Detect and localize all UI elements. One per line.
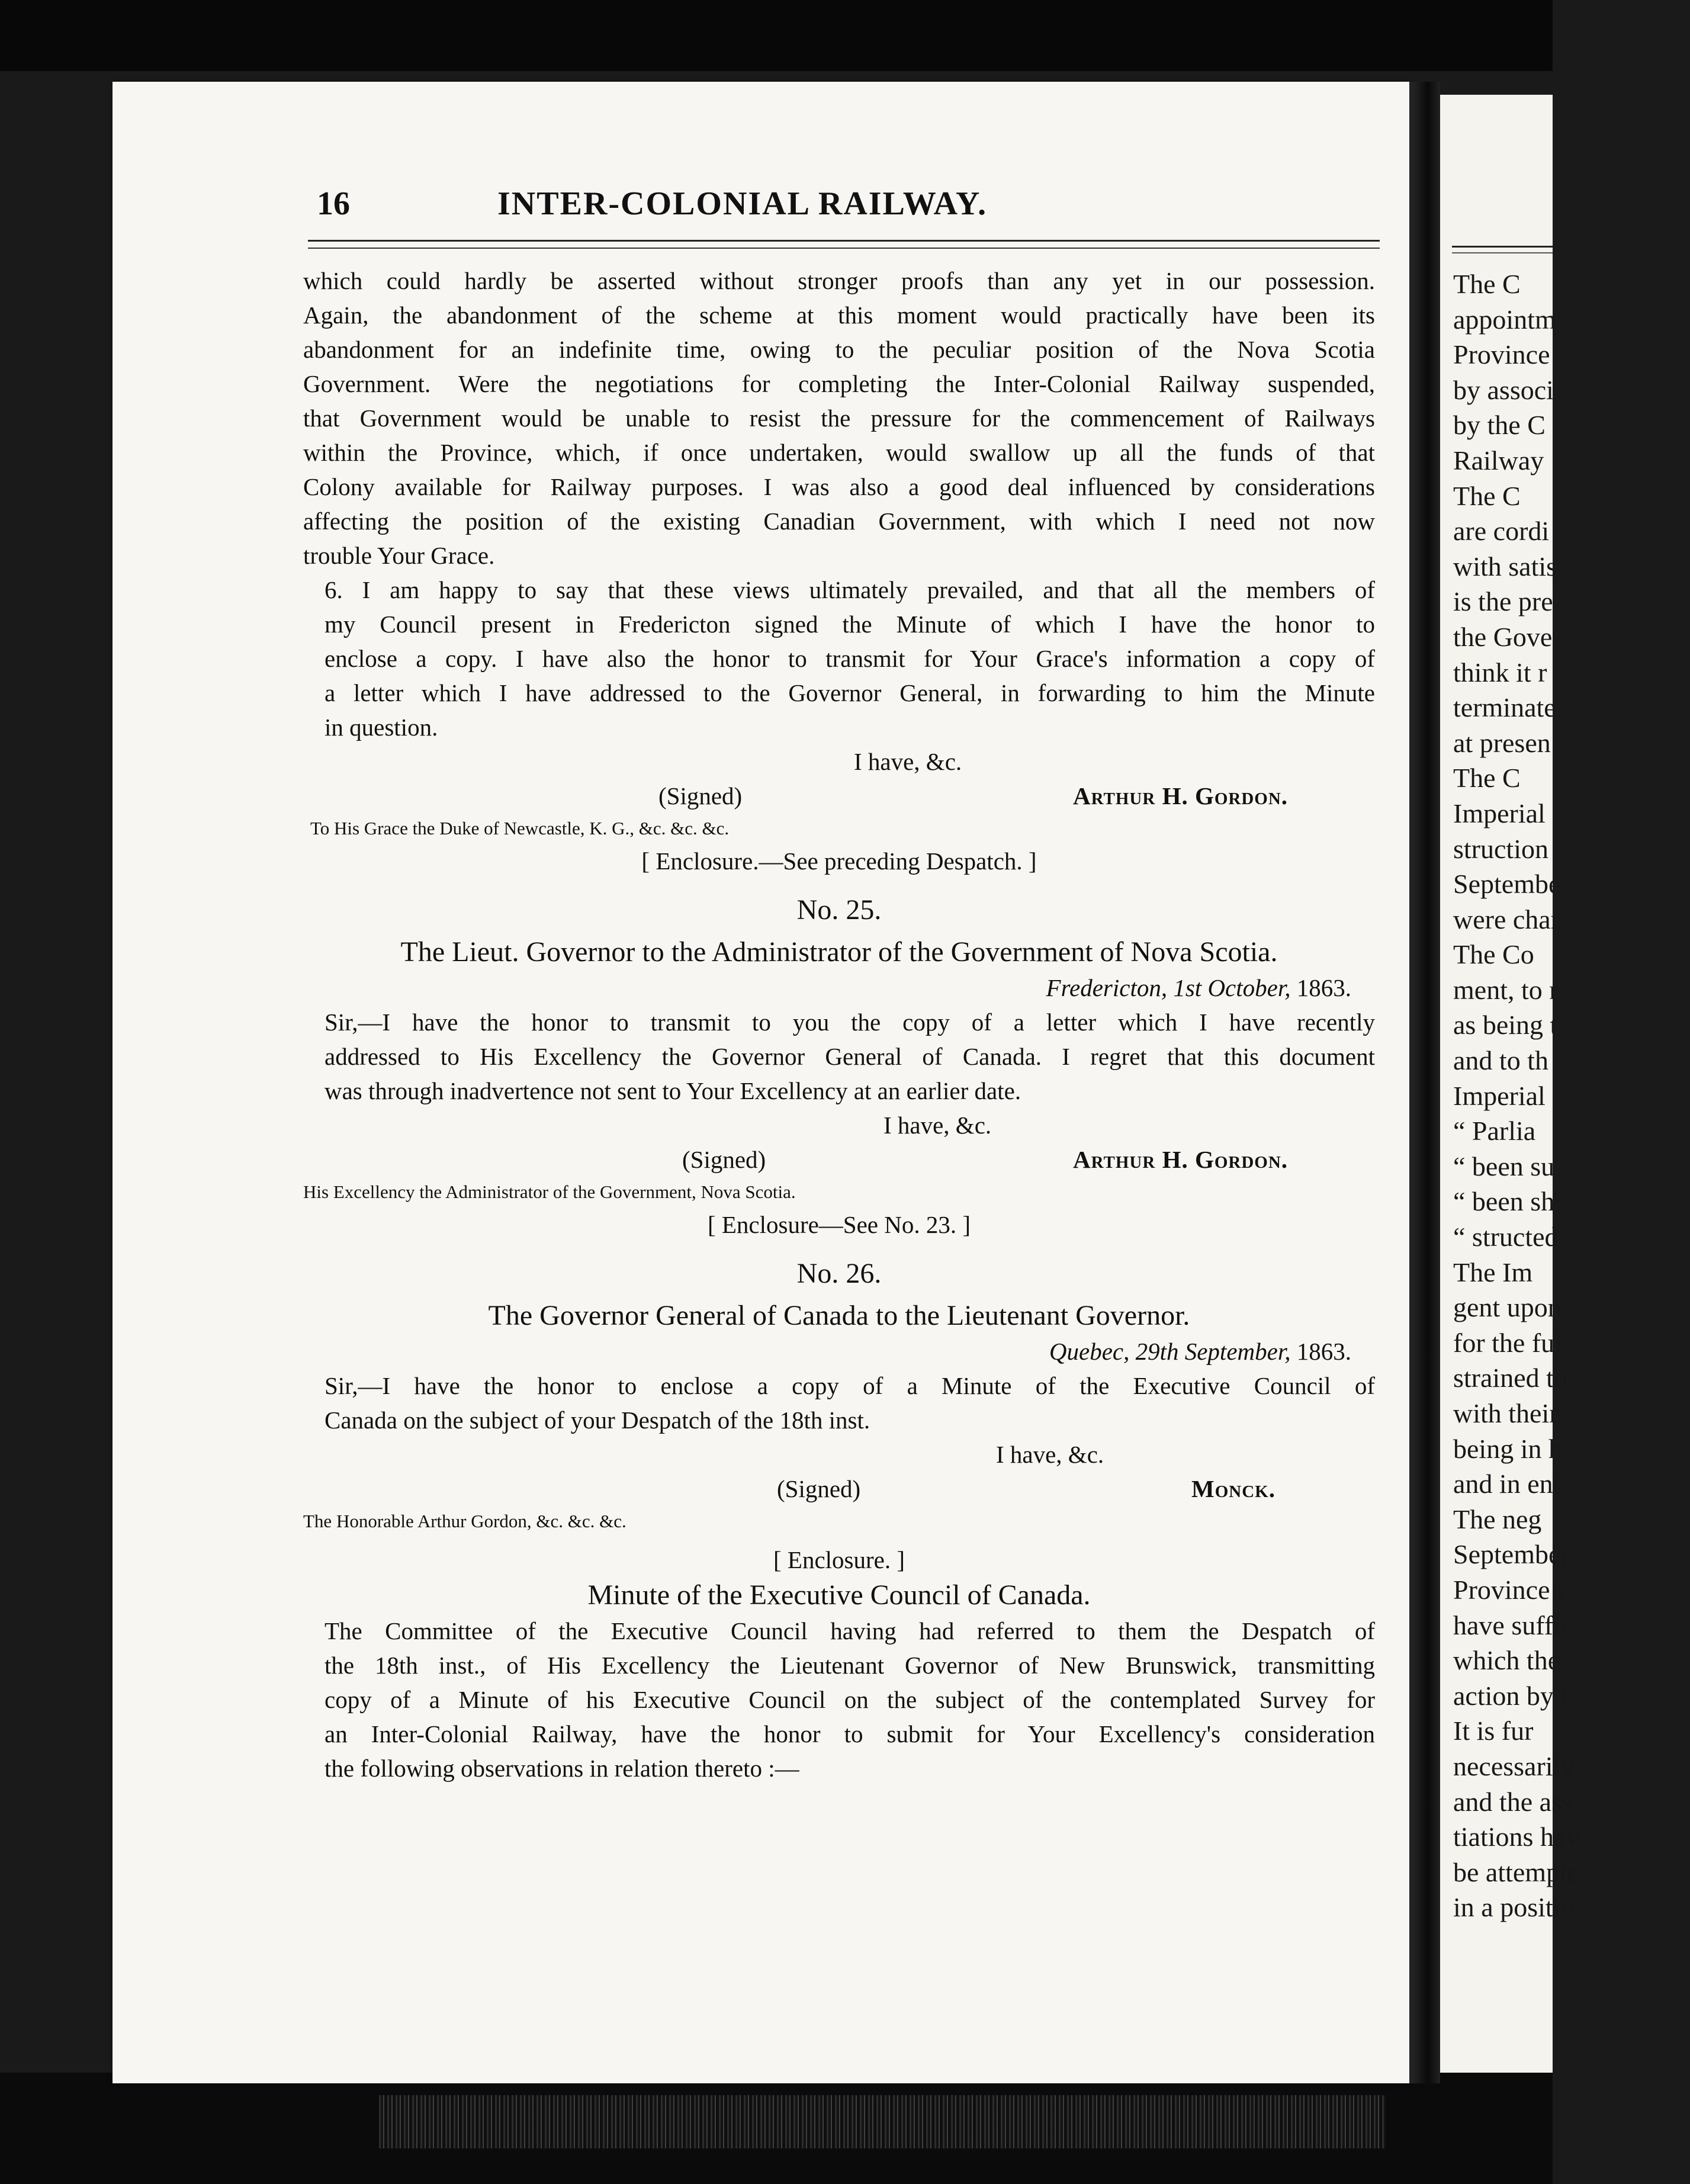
facing-page-line: ment, to r — [1453, 974, 1559, 1005]
facing-page-line: It is fur — [1453, 1716, 1534, 1746]
facing-page-line: think it r — [1453, 657, 1547, 688]
facing-page-line: Septembe — [1453, 869, 1561, 900]
despatch-date-25 — [303, 971, 1375, 1005]
facing-page-line: be attempte — [1453, 1857, 1580, 1887]
facing-page-line: were char — [1453, 904, 1560, 934]
text-line: the following observations in relation thereto :— — [324, 1755, 799, 1782]
text-line: Canada on the subject of your Despatch of the 18th inst. — [324, 1406, 870, 1434]
text-line: Sir,—I have the honor to enclose a copy of a Minute of the Executive Council of — [324, 1372, 1375, 1399]
despatch-body-26 — [303, 1369, 1375, 1437]
book-edge-texture — [379, 2095, 1386, 2148]
enclosure-note-26: [ Enclosure. ] — [773, 1546, 905, 1573]
facing-page-line: “ Parlia — [1453, 1116, 1536, 1146]
date-place: Fredericton, — [1046, 974, 1168, 1001]
text-line: that Government would be unable to resist the pressure for the commencement of Railways — [303, 404, 1375, 432]
despatch-title-26: The Governor General of Canada to the Lieutenant Governor. — [488, 1300, 1190, 1331]
facing-page-line: by associ — [1453, 374, 1554, 405]
date-year: 1863. — [1296, 974, 1351, 1001]
facing-page-line: and in ent — [1453, 1469, 1561, 1499]
facing-page-line: is the pre — [1453, 586, 1553, 617]
text-line: my Council present in Fredericton signed the Minute of which I have the honor to — [324, 611, 1375, 638]
scan-top-border — [0, 0, 1553, 71]
facing-page-line: Province — [1453, 339, 1550, 370]
text-line: The Committee of the Executive Council having had referred to them the Despatch of — [324, 1617, 1375, 1645]
closing-text: I have, &c. — [854, 748, 962, 775]
enclosure-note-25: [ Enclosure—See No. 23. ] — [707, 1211, 971, 1238]
facing-page-text — [1453, 266, 1690, 1925]
despatch-number-25: No. 25. — [796, 894, 882, 926]
minute-title: Minute of the Executive Council of Canada. — [587, 1579, 1091, 1611]
header-rule — [308, 240, 1380, 249]
text-line: trouble Your Grace. — [303, 542, 495, 569]
text-line: a letter which I have addressed to the Governor General, in forwarding to him the Minute — [324, 679, 1375, 706]
closing-text-26: I have, &c. — [996, 1441, 1104, 1468]
date-place-26: Quebec, — [1049, 1338, 1130, 1365]
facing-page-line: The Co — [1453, 939, 1534, 970]
facing-page-line: with satis — [1453, 551, 1557, 582]
text-line: the 18th inst., of His Excellency the Lieutenant Governor of New Brunswick, transmitting — [324, 1652, 1375, 1679]
closing-line-26 — [303, 1437, 1375, 1472]
facing-page-line: action by t — [1453, 1680, 1569, 1711]
facing-page-line: terminate — [1453, 692, 1556, 723]
facing-page-line: by the C — [1453, 410, 1546, 441]
text-line: abandonment for an indefinite time, owing to the peculiar position of the Nova Scotia — [303, 336, 1375, 363]
facing-page-line: Railway — [1453, 445, 1544, 476]
closing-line — [303, 744, 1375, 779]
text-line: Government. Were the negotiations for completing the Inter-Colonial Railway suspended, — [303, 370, 1375, 397]
text-line: Again, the abandonment of the scheme at this moment would practically have been its — [303, 301, 1375, 329]
facing-page-line: are cordi — [1453, 516, 1550, 547]
facing-page-line: struction — [1453, 833, 1548, 864]
text-line: affecting the position of the existing Canadian Government, with which I need not now — [303, 508, 1375, 535]
facing-page-line: September — [1453, 1539, 1570, 1570]
despatch-title-25: The Lieut. Governor to the Administrator of the Government of Nova Scotia. — [400, 936, 1278, 968]
text-line: was through inadvertence not sent to Your Excellency at an earlier date. — [324, 1077, 1021, 1104]
facing-page-line: which the — [1453, 1645, 1560, 1676]
facing-page-line: necessarily — [1453, 1751, 1575, 1781]
closing-line-25 — [303, 1108, 1375, 1142]
facing-page-line: as being t — [1453, 1010, 1558, 1040]
facing-page-line: The neg — [1453, 1504, 1542, 1534]
facing-page — [1440, 95, 1580, 2073]
addressee: To His Grace the Duke of Newcastle, K. G., &c. &c. &c. — [310, 818, 730, 839]
facing-page-line: The C — [1453, 269, 1521, 299]
facing-page-line: being in h — [1453, 1433, 1562, 1464]
text-line: Sir,—I have the honor to transmit to you the copy of a letter which I have recently — [324, 1009, 1375, 1036]
text-line: an Inter-Colonial Railway, have the honor to submit for Your Excellency's consideration — [324, 1720, 1375, 1748]
facing-page-line: Province ; — [1453, 1574, 1564, 1605]
signer-name: Arthur H. Gordon. — [1073, 782, 1289, 810]
facing-page-line: and to th — [1453, 1045, 1548, 1076]
signer-name-25: Arthur H. Gordon. — [1073, 1146, 1289, 1173]
facing-page-line: tiations hav — [1453, 1822, 1580, 1852]
facing-page-line: “ been su — [1453, 1151, 1555, 1181]
text-line: enclose a copy. I have also the honor to transmit for Your Grace's information a copy of — [324, 645, 1375, 672]
despatch-number-26: No. 26. — [796, 1258, 882, 1289]
text-line: which could hardly be asserted without stronger proofs than any yet in our possession. — [303, 267, 1375, 294]
signature-line — [303, 779, 1375, 813]
facing-page-line: strained to — [1453, 1363, 1567, 1393]
facing-page-line: for the ful — [1453, 1327, 1562, 1358]
signed-label-26: (Signed) — [777, 1475, 861, 1502]
addressee-26: The Honorable Arthur Gordon, &c. &c. &c. — [303, 1511, 626, 1531]
facing-page-line: in a positio — [1453, 1892, 1575, 1923]
facing-page-line: have suffic — [1453, 1610, 1573, 1640]
signature-line-26 — [303, 1472, 1375, 1506]
enclosure-note: [ Enclosure.—See preceding Despatch. ] — [641, 847, 1037, 875]
date-year-26: 1863. — [1296, 1338, 1351, 1365]
continued-paragraph — [303, 264, 1375, 573]
despatch-body-25 — [303, 1005, 1375, 1108]
text-line: within the Province, which, if once undertaken, would swallow up all the funds of that — [303, 439, 1375, 466]
facing-page-header-rule — [1452, 246, 1553, 253]
minute-body — [303, 1614, 1375, 1785]
facing-page-line: the Gove — [1453, 621, 1553, 652]
text-line: 6. I am happy to say that these views ultimately prevailed, and that all the members of — [324, 576, 1375, 603]
paragraph-6 — [303, 573, 1375, 744]
facing-page-line: and the ass — [1453, 1786, 1573, 1817]
closing-text-25: I have, &c. — [883, 1112, 992, 1139]
page-content — [303, 264, 1375, 1785]
despatch-date-26 — [303, 1334, 1375, 1369]
text-line: Colony available for Railway purposes. I was also a good deal influenced by considerations — [303, 473, 1375, 500]
book-gutter — [1409, 82, 1440, 2083]
signed-label-25: (Signed) — [682, 1146, 766, 1173]
date-day-26: 29th September, — [1135, 1338, 1291, 1365]
facing-page-line: “ structed — [1453, 1222, 1559, 1252]
facing-page-line: The C — [1453, 480, 1521, 511]
spacer — [303, 1537, 1375, 1543]
text-line: in question. — [324, 714, 438, 741]
running-title: INTER-COLONIAL RAILWAY. — [497, 185, 988, 222]
date-day: 1st October, — [1173, 974, 1291, 1001]
facing-page-line: at presen — [1453, 727, 1551, 758]
signer-name-26: Monck. — [1191, 1475, 1275, 1502]
text-line: addressed to His Excellency the Governor General of Canada. I regret that this document — [324, 1043, 1375, 1070]
signature-line-25 — [303, 1142, 1375, 1177]
facing-page-line: The C — [1453, 763, 1521, 794]
facing-page-line: with their — [1453, 1398, 1559, 1428]
facing-page-line: appointm — [1453, 304, 1556, 335]
facing-page-line: The Im — [1453, 1257, 1533, 1287]
page-number: 16 — [317, 185, 350, 222]
text-line: copy of a Minute of his Executive Council on the subject of the contemplated Survey for — [324, 1686, 1375, 1713]
facing-page-line: “ been sh — [1453, 1186, 1555, 1217]
signed-label: (Signed) — [658, 782, 743, 810]
facing-page-line: Imperial — [1453, 798, 1546, 828]
addressee-25: His Excellency the Administrator of the Government, Nova Scotia. — [303, 1181, 796, 1202]
facing-page-line: gent upon — [1453, 1292, 1562, 1323]
facing-page-line: Imperial — [1453, 1080, 1546, 1111]
